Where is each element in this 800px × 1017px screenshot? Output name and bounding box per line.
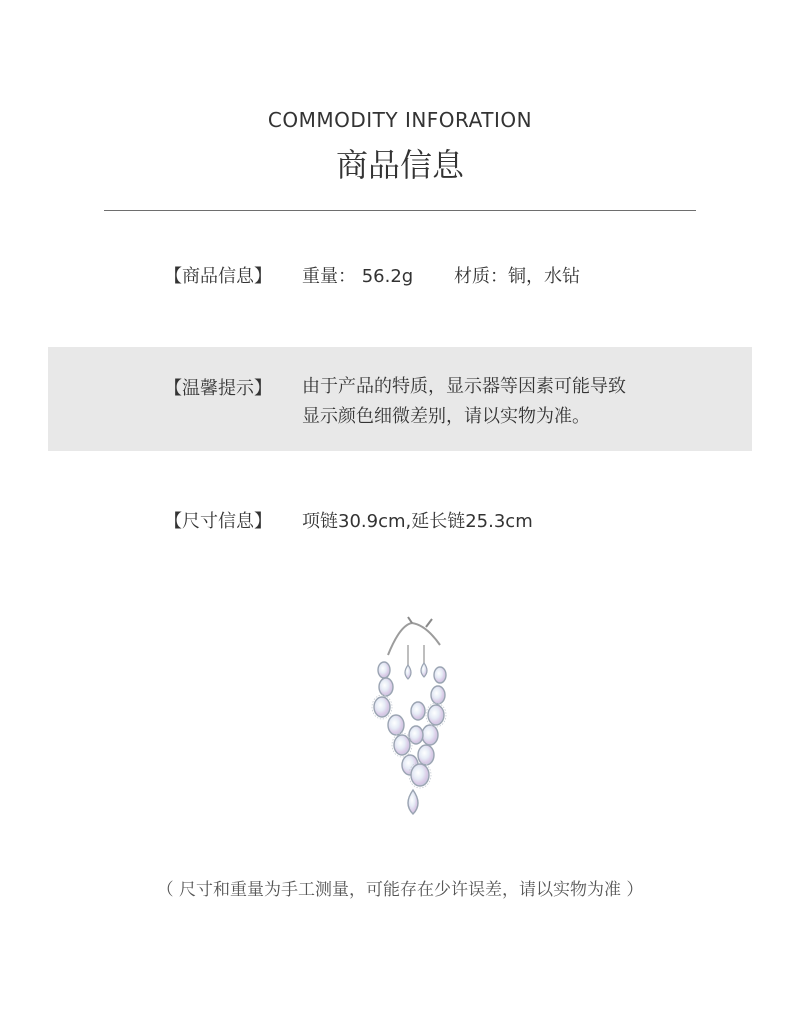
title-chinese: 商品信息: [335, 146, 464, 184]
product-weight: 重量： 56.2g: [302, 266, 414, 287]
product-material: 材质：铜，水钻: [454, 266, 580, 287]
warm-tip-row: [0, 372, 800, 432]
warm-tip-label: 【温馨提示】: [164, 378, 272, 399]
measurement-footnote: （ 尺寸和重量为手工测量，可能存在少许误差，请以实物为准 ）: [156, 880, 644, 900]
title-english: COMMODITY INFORATION: [267, 108, 533, 132]
product-info-label: 【商品信息】: [164, 266, 272, 287]
size-info-label: 【尺寸信息】: [164, 511, 272, 532]
warm-tip-line-1: 由于产品的特质，显示器等因素可能导致: [302, 376, 626, 397]
necklace-product-image: [340, 615, 470, 820]
header-divider: [104, 210, 696, 211]
size-info-value: 项链30.9cm,延长链25.3cm: [302, 511, 533, 532]
warm-tip-line-2: 显示颜色细微差别，请以实物为准。: [302, 406, 590, 427]
warm-tip-text: [302, 372, 626, 432]
size-info-row: [0, 507, 800, 537]
product-info-row: [0, 262, 800, 292]
